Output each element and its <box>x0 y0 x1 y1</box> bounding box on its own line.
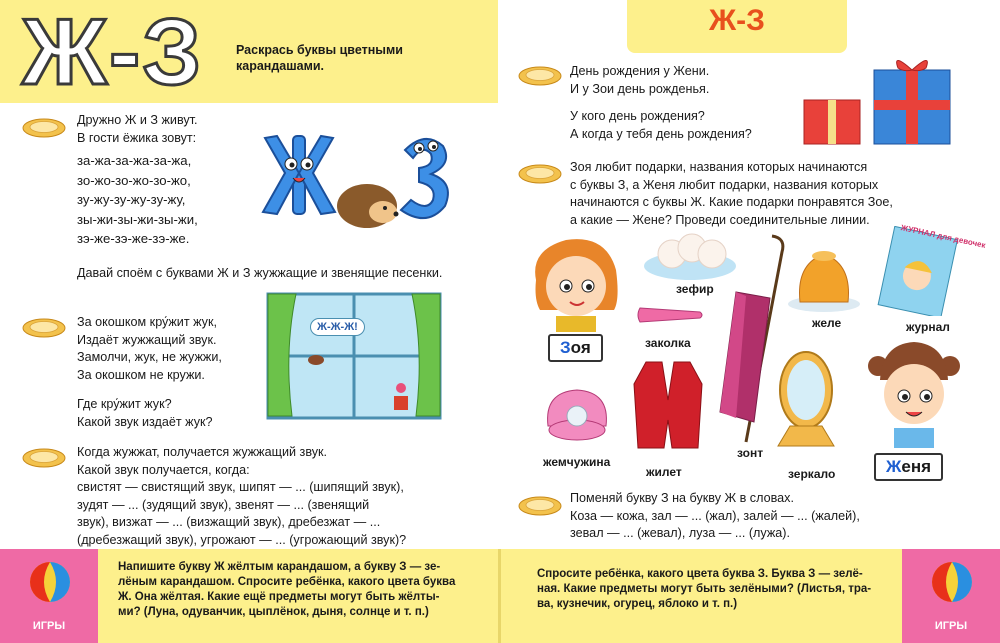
label-zhilet: жилет <box>646 465 682 479</box>
parent-note-right <box>537 567 899 612</box>
ball-icon <box>930 560 974 604</box>
zakolka-illustration <box>636 302 706 328</box>
text-line: начинаются с буквы Ж. Какие подарки понравятся Зое, <box>570 195 893 209</box>
text-line: День рождения у Жени. <box>570 64 710 78</box>
task-heading: Раскрась буквы цветными карандашами. <box>236 43 403 73</box>
letters-hedgehog-illustration <box>255 128 465 238</box>
name-label-zoya: Зоя <box>548 334 603 362</box>
zhilet-illustration <box>632 360 704 452</box>
beetle-questions <box>77 396 267 431</box>
text-line: с буквы З, а Женя любит подарки, названия которых <box>570 177 879 192</box>
question-line: Где кру́жит жук? <box>77 397 172 411</box>
magazine-cover-text: ЖУРНАЛ для девочек <box>900 223 987 250</box>
plate-icon <box>518 66 562 86</box>
text-line: А когда у тебя день рождения? <box>570 126 752 141</box>
page-title: Ж-З <box>22 0 204 104</box>
text-line: И у Зои день рожденья. <box>570 81 710 96</box>
window-illustration <box>266 292 442 420</box>
zhele-illustration <box>786 244 862 314</box>
poem-line: За окошком кру́жит жук, <box>77 315 217 329</box>
games-label-right: ИГРЫ <box>934 620 968 632</box>
rhyme-line: зы-жи-зы-жи-зы-жи, <box>77 211 198 227</box>
text-line: звук), визжат — ... (визжащий звук), дребезжат — ... <box>77 515 381 529</box>
label-zefir: зефир <box>676 282 714 296</box>
gifts-illustration <box>800 56 960 148</box>
label-zakolka: заколка <box>645 336 691 350</box>
label-zerkalo: зеркало <box>788 467 836 481</box>
text-line: Дружно Ж и З живут. <box>77 113 198 127</box>
text-line: Какой звук получается, когда: <box>77 462 250 477</box>
rhyme-intro <box>77 112 257 147</box>
rhyme-line: зу-жу-зу-жу-зу-жу, <box>77 192 186 207</box>
text-line: зевал — ... (жевал), луза — ... (лужа). <box>570 526 790 540</box>
name-label-zhenya: Женя <box>874 453 943 481</box>
speech-bubble: Ж-Ж-Ж! <box>310 318 365 336</box>
label-zont: зонт <box>737 446 764 460</box>
rhyme-line: за-жа-за-жа-за-жа, <box>77 153 192 168</box>
poem-line: Издаёт жужжащий звук. <box>77 332 217 347</box>
plate-icon <box>22 448 66 468</box>
label-zhemchuzhina: жемчужина <box>543 455 611 469</box>
text-line: В гости ёжика зовут: <box>77 130 197 145</box>
note-line: лёным карандашом. Спросите ребёнка, какого цвета буква <box>118 576 456 588</box>
zoya-girl-illustration <box>526 230 626 332</box>
ball-icon <box>28 560 72 604</box>
note-line: Спросите ребёнка, какого цвета буква З. Буква З — зелё- <box>537 568 863 580</box>
text-line: зудят — ... (зудящий звук), звенят — ... (звенящий <box>77 497 370 512</box>
page-divider <box>498 549 501 643</box>
text-line: У кого день рождения? <box>570 109 705 123</box>
zhemchuzhina-illustration <box>544 386 610 444</box>
label-zhele: желе <box>812 316 842 330</box>
right-page-title: Ж-З <box>709 4 765 37</box>
note-line: ная. Какие предметы могут быть зелёными? (Листья, тра- <box>537 583 872 595</box>
plate-icon <box>518 496 562 516</box>
plate-icon <box>22 118 66 138</box>
plate-icon <box>518 164 562 184</box>
text-line: свистят — свистящий звук, шипят — ... (шипящий звук), <box>77 480 404 494</box>
gifts-task <box>570 159 930 229</box>
swap-letters-task <box>570 490 890 543</box>
text-line: Зоя любит подарки, названия которых начинаются <box>570 160 868 174</box>
note-line: ми? (Луна, одуванчик, цыплёнок, дыня, солнце и т. п.) <box>118 606 429 618</box>
text-line: Когда жужжат, получается жужжащий звук. <box>77 445 328 459</box>
sounds-task <box>77 444 477 549</box>
zerkalo-illustration <box>770 346 842 450</box>
note-line: Напишите букву Ж жёлтым карандашом, а букву З — зе- <box>118 561 441 573</box>
poem-line: Замолчи, жук, не жужжи, <box>77 350 222 364</box>
note-line: Ж. Она жёлтая. Какие ещё предметы могут быть жёлты- <box>118 591 440 603</box>
games-label-left: ИГРЫ <box>32 620 66 632</box>
text-line: Поменяй букву З на букву Ж в словах. <box>570 491 794 505</box>
zhenya-girl-illustration <box>866 336 962 452</box>
rhyme-line: зэ-же-зэ-же-зэ-же. <box>77 231 190 246</box>
text-line: (дребезжащий звук), угрожают — ... (угрожающий звук)? <box>77 532 407 547</box>
sing-text: Давай споём с буквами Ж и З жужжащие и звенящие песенки. <box>77 266 443 280</box>
plate-icon <box>22 318 66 338</box>
beetle-poem <box>77 314 267 384</box>
text-line: а какие — Жене? Проведи соединительные линии. <box>570 212 870 227</box>
question-line: Какой звук издаёт жук? <box>77 414 213 429</box>
poem-line: За окошком не кружи. <box>77 367 205 382</box>
text-line: Коза — кожа, зал — ... (жал), залей — ... (жалей), <box>570 508 860 523</box>
label-zhurnal: журнал <box>906 320 950 334</box>
birthday-text <box>570 63 810 143</box>
parent-note-left <box>118 560 488 620</box>
syllable-rhyme <box>77 151 257 249</box>
rhyme-line: зо-жо-зо-жо-зо-жо, <box>77 172 191 188</box>
note-line: ва, кузнечик, огурец, яблоко и т. п.) <box>537 598 738 610</box>
